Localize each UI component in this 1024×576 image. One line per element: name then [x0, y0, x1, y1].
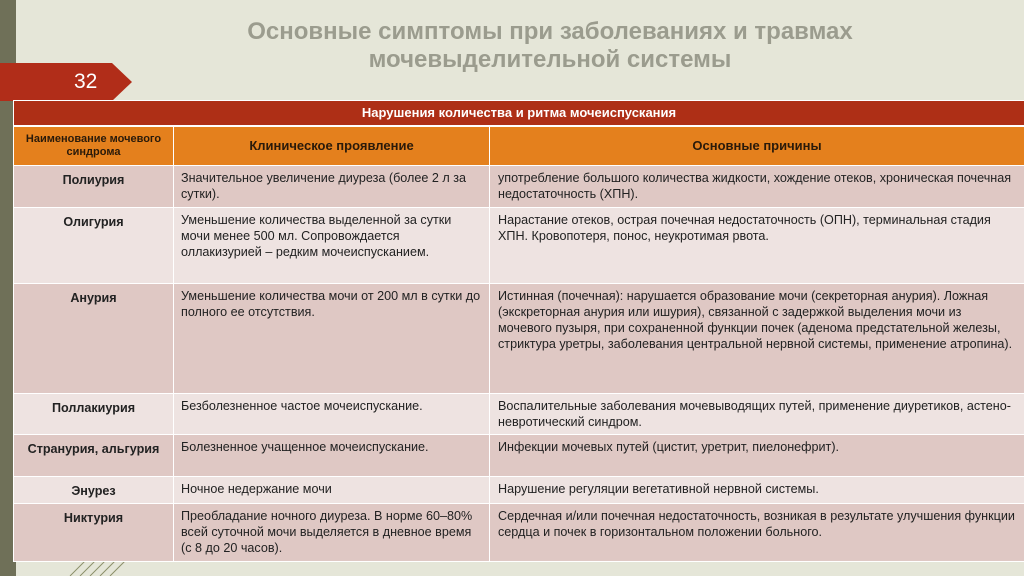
main-causes: употребление большого количества жидкости, хождение отеков, хроническая почечная недостаточность (ХПН).	[490, 166, 1024, 208]
slide-number-tab	[0, 63, 132, 101]
syndrome-name: Полиурия	[14, 166, 174, 208]
slide-title-line-1: Основные симптомы при заболеваниях и травмах	[247, 18, 853, 45]
syndrome-name: Анурия	[14, 284, 174, 394]
header-clinical-manifestation: Клиническое проявление	[174, 126, 490, 166]
syndrome-name: Поллакиурия	[14, 394, 174, 435]
clinical-manifestation: Уменьшение количества выделенной за сутки мочи менее 500 мл. Сопровождается оллакизурией – редким мочеиспусканием.	[174, 208, 490, 284]
header-main-causes: Основные причины	[490, 126, 1024, 166]
syndrome-name: Олигурия	[14, 208, 174, 284]
main-causes: Воспалительные заболевания мочевыводящих путей, применение диуретиков, астено-невротический синдром.	[490, 394, 1024, 435]
clinical-manifestation: Преобладание ночного диуреза. В норме 60–80% всей суточной мочи выделяется в дневное время (с 8 до 20 часов).	[174, 504, 490, 562]
table-row	[14, 435, 1024, 477]
table-row	[14, 284, 1024, 394]
main-causes: Нарушение регуляции вегетативной нервной системы.	[490, 477, 1024, 504]
slide-number: 32	[74, 70, 98, 93]
table-row	[14, 504, 1024, 562]
main-causes: Сердечная и/или почечная недостаточность, возникая в результате улучшения функции сердца и почек в горизонтальном положении больного.	[490, 504, 1024, 562]
main-causes: Нарастание отеков, острая почечная недостаточность (ОПН), терминальная стадия ХПН. Кровопотеря, понос, неукротимая рвота.	[490, 208, 1024, 284]
clinical-manifestation: Безболезненное частое мочеиспускание.	[174, 394, 490, 435]
symptoms-table-wrapper	[13, 100, 1024, 562]
table-row	[14, 166, 1024, 208]
table-banner: Нарушения количества и ритма мочеиспускания	[14, 101, 1024, 127]
syndrome-name: Никтурия	[14, 504, 174, 562]
table-row	[14, 208, 1024, 284]
syndrome-name: Энурез	[14, 477, 174, 504]
symptoms-table	[13, 100, 1024, 562]
table-header-row	[14, 126, 1024, 166]
main-causes: Инфекции мочевых путей (цистит, уретрит, пиелонефрит).	[490, 435, 1024, 477]
clinical-manifestation: Болезненное учащенное мочеиспускание.	[174, 435, 490, 477]
table-row	[14, 477, 1024, 504]
syndrome-name: Странурия, альгурия	[14, 435, 174, 477]
clinical-manifestation: Значительное увеличение диуреза (более 2 л за сутки).	[174, 166, 490, 208]
clinical-manifestation: Ночное недержание мочи	[174, 477, 490, 504]
header-syndrome-name: Наименование мочевого синдрома	[14, 126, 174, 166]
slide-title	[180, 18, 920, 74]
table-row	[14, 394, 1024, 435]
table-banner-row	[14, 101, 1024, 127]
slide-title-line-2: мочевыделительной системы	[368, 46, 732, 73]
clinical-manifestation: Уменьшение количества мочи от 200 мл в сутки до полного ее отсутствия.	[174, 284, 490, 394]
main-causes: Истинная (почечная): нарушается образование мочи (секреторная анурия). Ложная (экскреторная анурия или ишурия), связанной с задержкой выделения мочи из мочевого пузыря, при сохраненной функции почек (аденома предстательной железы, стриктура уретры, заболевания центральной нервной системы, применение атропина).	[490, 284, 1024, 394]
